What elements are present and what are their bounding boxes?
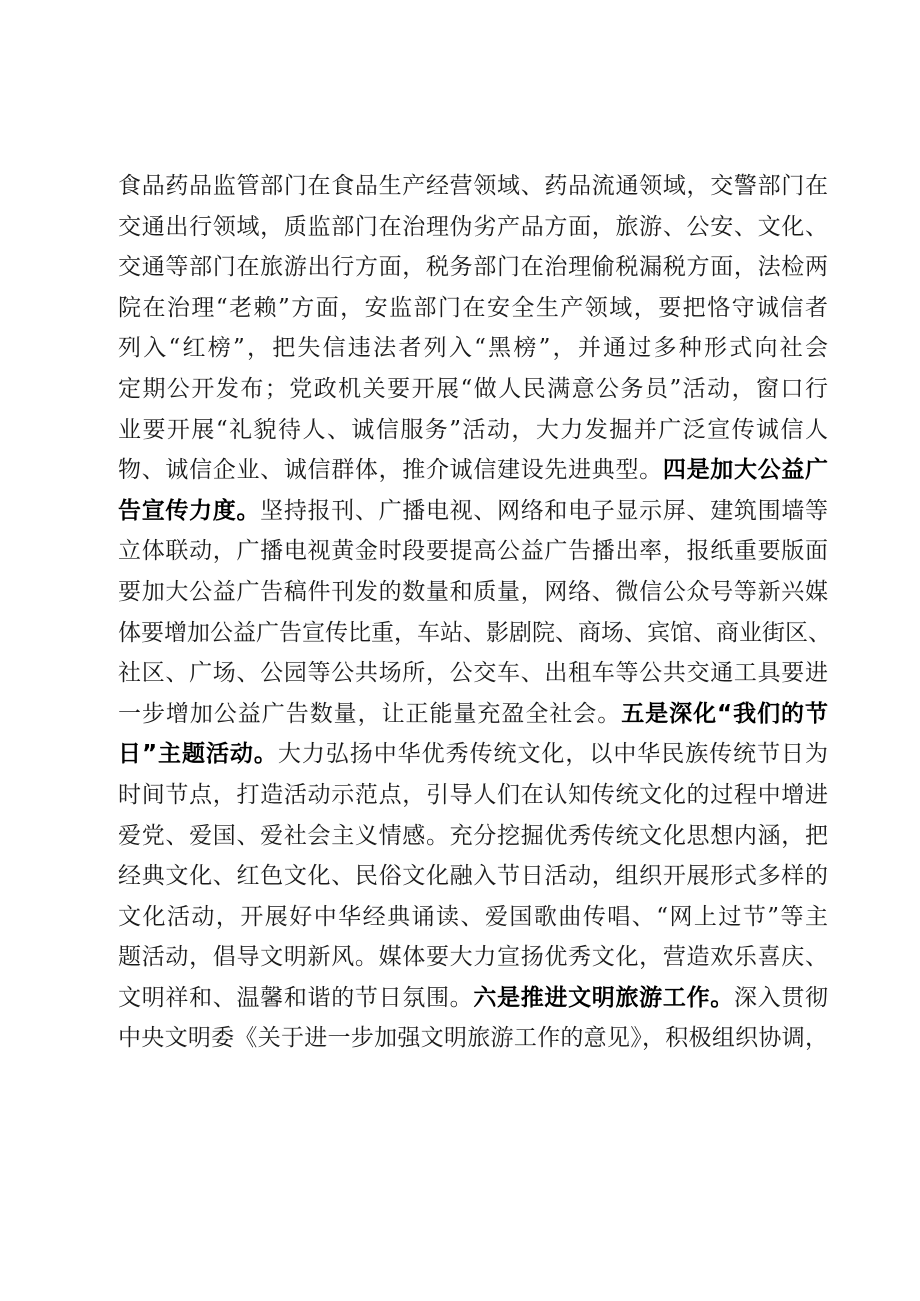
body-text: 中央文明委《关于进一步加强文明旅游工作的意见》，积极组织协调， — [118, 1025, 828, 1052]
text-line — [118, 734, 828, 775]
body-text: 时间节点，打造活动示范点，引导人们在认知传统文化的过程中增进 — [118, 781, 828, 808]
bold-heading-text: 四是加大公益广 — [662, 457, 829, 484]
text-line — [118, 1018, 828, 1059]
text-line — [118, 978, 828, 1019]
text-line — [118, 775, 828, 816]
body-text: 题活动，倡导文明新风。媒体要大力宣扬优秀文化，营造欢乐喜庆、 — [118, 944, 828, 971]
bold-heading-text: 告宣传力度。 — [118, 497, 261, 524]
body-text: 文明祥和、温馨和谐的节日氛围。 — [118, 984, 474, 1011]
text-line — [118, 288, 828, 329]
text-line — [118, 572, 828, 613]
text-line — [118, 937, 828, 978]
bold-heading-text: 日”主题活动。 — [118, 741, 278, 768]
text-line — [118, 613, 831, 654]
bold-heading-text: 五是深化“我们的节 — [621, 700, 828, 727]
body-text: 列入“红榜”，把失信违法者列入“黑榜”，并通过多种形式向社会 — [118, 335, 828, 362]
body-text: 爱党、爱国、爱社会主义情感。充分挖掘优秀传统文化思想内涵，把 — [118, 822, 828, 849]
text-line — [118, 450, 828, 491]
text-line — [118, 369, 828, 410]
body-text: 坚持报刊、广播电视、网络和电子显示屏、建筑围墙等 — [260, 497, 829, 524]
body-text: 深入贯彻 — [733, 984, 829, 1011]
text-line — [118, 166, 828, 207]
body-text: 食品药品监管部门在食品生产经营领域、药品流通领域，交警部门在 — [118, 173, 828, 199]
body-text: 社区、广场、公园等公共场所，公交车、出租车等公共交通工具要进 — [118, 660, 828, 687]
text-line — [118, 897, 828, 938]
text-line — [118, 247, 828, 288]
body-text: 物、诚信企业、诚信群体，推介诚信建设先进典型。 — [118, 457, 663, 484]
body-text: 体要增加公益广告宣传比重，车站、影剧院、商场、宾馆、商业街区、 — [118, 619, 831, 646]
text-line — [118, 856, 828, 897]
body-text: 文化活动，开展好中华经典诵读、爱国歌曲传唱、“网上过节”等主 — [118, 903, 828, 930]
body-text: 交通等部门在旅游出行方面，税务部门在治理偷税漏税方面，法检两 — [118, 254, 828, 281]
body-text: 大力弘扬中华优秀传统文化，以中华民族传统节日为 — [277, 741, 829, 768]
text-line — [118, 328, 828, 369]
body-text: 院在治理“老赖”方面，安监部门在安全生产领域，要把恪守诚信者 — [118, 294, 828, 321]
body-paragraph — [118, 166, 831, 1059]
body-text: 业要开展“礼貌待人、诚信服务”活动，大力发掘并广泛宣传诚信人 — [118, 416, 828, 443]
body-text: 定期公开发布；党政机关要开展“做人民满意公务员”活动，窗口行 — [118, 375, 828, 402]
body-text: 交通出行领域，质监部门在治理伪劣产品方面，旅游、公安、文化、 — [118, 213, 828, 240]
body-text: 经典文化、红色文化、民俗文化融入节日活动，组织开展形式多样的 — [118, 863, 828, 890]
body-text: 立体联动，广播电视黄金时段要提高公益广告播出率，报纸重要版面 — [118, 538, 828, 565]
bold-heading-text: 六是推进文明旅游工作。 — [473, 984, 734, 1011]
body-text: 要加大公益广告稿件刊发的数量和质量，网络、微信公众号等新兴媒 — [118, 578, 828, 605]
text-line — [118, 207, 828, 248]
text-line — [118, 816, 828, 857]
text-line — [118, 694, 828, 735]
body-text: 一步增加公益广告数量，让正能量充盈全社会。 — [118, 700, 622, 727]
text-line — [118, 491, 828, 532]
text-line — [118, 531, 828, 572]
text-line — [118, 653, 828, 694]
text-line — [118, 410, 828, 451]
